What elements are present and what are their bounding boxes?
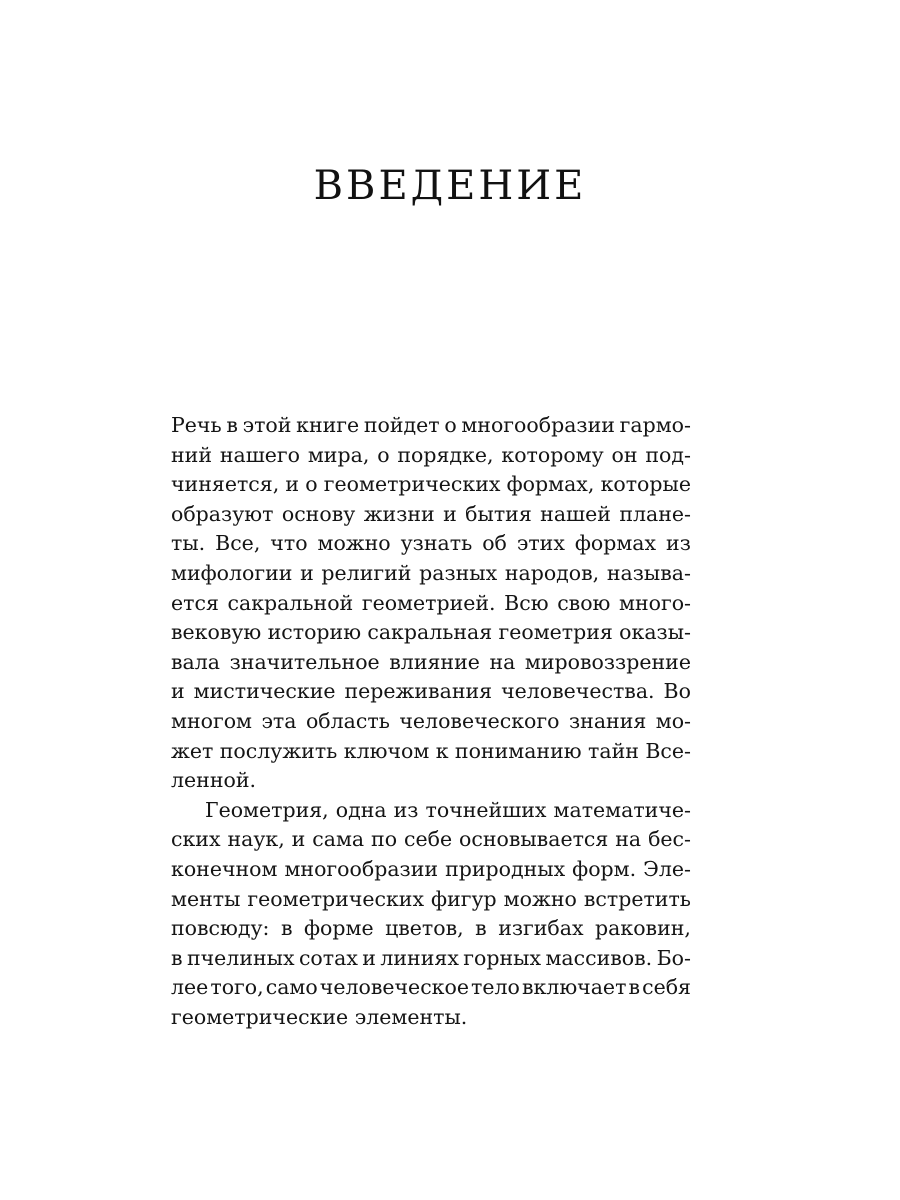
text-line: ний нашего мира, о порядке, которому он под- xyxy=(171,442,691,467)
paragraph-1 xyxy=(171,411,691,796)
paragraph-2 xyxy=(171,796,691,1033)
text-line: Речь в этой книге пойдет о многообразии гармо- xyxy=(171,413,691,437)
text-line: мифологии и религий разных народов, называ- xyxy=(171,560,691,585)
text-line: вековую историю сакральная геометрия оказы- xyxy=(171,620,691,645)
text-line: ется сакральной геометрией. Всю свою много- xyxy=(171,590,691,615)
text-line: лее того, само человеческое тело включает в себя xyxy=(171,975,691,1000)
chapter-title: ВВЕДЕНИЕ xyxy=(313,163,587,209)
text-line: жет послужить ключом к пониманию тайн Все- xyxy=(171,738,691,763)
text-line: ских наук, и сама по себе основывается на бес- xyxy=(171,827,691,852)
text-line: конечном многообразии природных форм. Эле- xyxy=(171,856,691,881)
text-line: повсюду: в форме цветов, в изгибах раковин, xyxy=(171,916,691,941)
text-line: многом эта область человеческого знания мо- xyxy=(171,708,691,733)
text-line: геометрические элементы. xyxy=(171,1004,468,1029)
text-line: менты геометрических фигур можно встретить xyxy=(171,886,691,911)
text-line: вала значительное влияние на мировоззрение xyxy=(171,649,691,674)
text-line: ленной. xyxy=(171,768,257,793)
text-line: Геометрия, одна из точнейших математиче- xyxy=(205,797,691,822)
text-line: ты. Все, что можно узнать об этих формах из xyxy=(171,531,691,556)
text-line: в пчелиных сотах и линиях горных массивов. Бо- xyxy=(171,945,691,970)
text-line: и мистические переживания человечества. Во xyxy=(171,679,691,704)
body-text xyxy=(171,411,691,1032)
text-line: чиняется, и о геометрических формах, которые xyxy=(171,472,691,497)
text-line: образуют основу жизни и бытия нашей плане- xyxy=(171,501,691,526)
